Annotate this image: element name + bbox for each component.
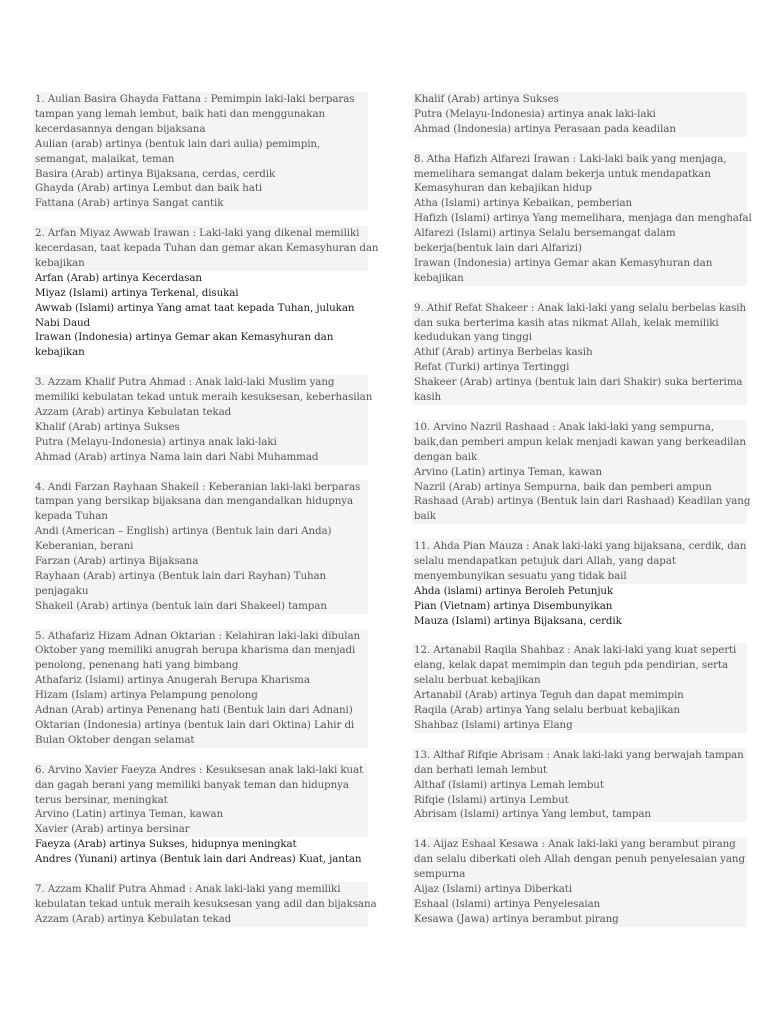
text-line: memiliki kebulatan tekad untuk meraih kesuksesan, keberhasilan (35, 391, 373, 404)
text-line: 4. Andi Farzan Rayhaan Shakeil : Keberanian laki-laki berparas (33, 480, 368, 495)
left-column (33, 92, 379, 927)
paragraph-spacer (33, 465, 368, 480)
text-line: Arvino (Latin) artinya Teman, kawan (412, 465, 747, 480)
text-line: 6. Arvino Xavier Faeyza Andres : Kesuksesan anak laki-laki kuat (33, 763, 368, 778)
text-line: 5. Athafariz Hizam Adnan Oktarian : Kelahiran laki-laki dibulan (33, 629, 368, 644)
text-line: Shahbaz (Islami) artinya Elang (412, 718, 747, 733)
text-line: baik (412, 509, 747, 524)
text-line: Kesawa (Jawa) artinya berambut pirang (412, 912, 747, 927)
text-line: bekerja(bentuk lain dari Alfarizi) (412, 241, 747, 256)
text-line: Rayhaan (Arab) artinya (Bentuk lain dari Rayhan) Tuhan (33, 569, 368, 584)
paragraph-spacer (33, 211, 368, 226)
text-line: Eshaal (Islami) artinya Penyelesaian (412, 897, 747, 912)
paragraph-spacer (412, 524, 747, 539)
text-line: Althaf (Islami) artinya Lemah lembut (412, 778, 747, 793)
text-line: memelihara semangat dalam bekerja untuk mendapatkan (412, 167, 747, 182)
text-line: Awwab (Islami) artinya Yang amat taat kepada Tuhan, julukan (33, 301, 368, 316)
paragraph-spacer (33, 614, 368, 629)
text-line: dan selalu diberkati oleh Allah dengan penuh penyelesaian yang (412, 852, 747, 867)
text-line: 2. Arfan Miyaz Awwab Irawan : Laki-laki yang dikenal memiliki (33, 226, 368, 241)
text-line: Khalif (Arab) artinya Sukses (33, 420, 368, 435)
text-line: kedudukan yang tinggi (412, 330, 747, 345)
text-line: Azzam (Arab) artinya Kebulatan tekad (33, 405, 368, 420)
text-line: 12. Artanabil Raqila Shahbaz : Anak laki-laki yang kuat seperti (412, 643, 747, 658)
text-line: selalu berbuat kebajikan (412, 673, 747, 688)
paragraph-spacer (412, 822, 747, 837)
paragraph-spacer (33, 360, 368, 375)
paragraph-spacer (412, 629, 747, 644)
text-line: Shakeer (Arab) artinya (bentuk lain dari Shakir) suka berterima (412, 375, 747, 390)
text-line: 3. Azzam Khalif Putra Ahmad : Anak laki-laki Muslim yang (33, 375, 368, 390)
paragraph-spacer (412, 405, 747, 420)
text-line: Mauza (Islami) artinya Bijaksana, cerdik (412, 614, 747, 629)
text-line: Irawan (Indonesia) artinya Gemar akan Kemasyhuran dan (33, 330, 368, 345)
text-line: Aulian (arab) artinya (bentuk lain dari aulia) pemimpin, (33, 137, 368, 152)
text-line: tampan yang lemah lembut, baik hati dan menggunakan (33, 107, 368, 122)
text-line: 11. Ahda Pian Mauza : Anak laki-laki yang bijaksana, cerdik, dan (414, 540, 747, 553)
text-line: 1. Aulian Basira Ghayda Fattana : Pemimpin laki-laki berparas (33, 92, 368, 107)
text-line: 7. Azzam Khalif Putra Ahmad : Anak laki-laki yang memiliki (33, 882, 368, 897)
text-line: Hafizh (Islami) artinya Yang memelihara, menjaga dan menghafal (414, 212, 752, 225)
text-line: kecerdasan, taat kepada Tuhan dan gemar akan Kemasyhuran dan (35, 242, 379, 255)
text-line: Ahmad (Arab) artinya Nama lain dari Nabi Muhammad (33, 450, 368, 465)
text-line: Ghayda (Arab) artinya Lembut dan baik hati (33, 181, 368, 196)
text-line: Xavier (Arab) artinya bersinar (33, 822, 368, 837)
text-line: Fattana (Arab) artinya Sangat cantik (33, 196, 368, 211)
text-line: Arfan (Arab) artinya Kecerdasan (33, 271, 368, 286)
text-line: Athif (Arab) artinya Berbelas kasih (412, 345, 747, 360)
text-line: 13. Althaf Rifqie Abrisam : Anak laki-laki yang berwajah tampan (412, 748, 747, 763)
text-line: Atha (Islami) artinya Kebaikan, pemberian (412, 196, 747, 211)
text-line: penolong, penenang hati yang bimbang (33, 658, 368, 673)
text-line: Abrisam (Islami) artinya Yang lembut, tampan (412, 807, 747, 822)
text-line: 14. Aijaz Eshaal Kesawa : Anak laki-laki yang berambut pirang (412, 837, 747, 852)
text-line: Rashaad (Arab) artinya (Bentuk lain dari Rashaad) Keadilan yang (414, 495, 751, 508)
text-line: kebajikan (33, 256, 368, 271)
text-line: Aijaz (Islami) artinya Diberkati (412, 882, 747, 897)
text-line: terus bersinar, meningkat (33, 793, 368, 808)
text-line: selalu mendapatkan petujuk dari Allah, yang dapat (412, 554, 747, 569)
text-line: Refat (Turki) artinya Tertinggi (412, 360, 747, 375)
text-line: dan gagah berani yang memiliki banyak teman dan hidupnya (33, 778, 368, 793)
text-line: kepada Tuhan (33, 509, 368, 524)
paragraph-spacer (412, 286, 747, 301)
text-line: Miyaz (Islami) artinya Terkenal, disukai (33, 286, 368, 301)
text-line: Andi (American – English) artinya (Bentuk lain dari Anda) (33, 524, 368, 539)
text-line: Nabi Daud (33, 316, 368, 331)
text-line: elang, kelak dapat memimpin dan teguh pda pendirian, serta (412, 658, 747, 673)
text-line: Rifqie (Islami) artinya Lembut (412, 793, 747, 808)
text-line: Andres (Yunani) artinya (Bentuk lain dari Andreas) Kuat, jantan (33, 852, 368, 867)
text-line: 8. Atha Hafizh Alfarezi Irawan : Laki-laki baik yang menjaga, (412, 152, 747, 167)
text-line: kebulatan tekad untuk meraih kesuksesan yang adil dan bijaksana (35, 897, 377, 910)
text-line: Keberanian, berani (33, 539, 368, 554)
text-line: Alfarezi (Islami) artinya Selalu bersemangat dalam (412, 226, 747, 241)
text-line: Pian (Vietnam) artinya Disembunyikan (412, 599, 747, 614)
text-line: 10. Arvino Nazril Rashaad : Anak laki-laki yang sempurna, (412, 420, 747, 435)
text-line: Hizam (Islam) artinya Pelampung penolong (33, 688, 368, 703)
text-line: Khalif (Arab) artinya Sukses (412, 92, 747, 107)
text-line: Shakeil (Arab) artinya (bentuk lain dari Shakeel) tampan (33, 599, 368, 614)
text-line: Ahda (islami) artinya Beroleh Petunjuk (412, 584, 747, 599)
text-line: Putra (Melayu-Indonesia) artinya anak laki-laki (412, 107, 747, 122)
text-line: dan suka berterima kasih atas nikmat Allah, kelak memiliki (412, 316, 747, 331)
text-line: Bulan Oktober dengan selamat (33, 733, 368, 748)
text-line: menyembunyikan sesuatu yang tidak bail (412, 569, 747, 584)
text-line: kebajikan (412, 271, 747, 286)
paragraph-spacer (412, 733, 747, 748)
text-line: semangat, malaikat, teman (33, 152, 368, 167)
text-line: Nazril (Arab) artinya Sempurna, baik dan pemberi ampun (412, 480, 747, 495)
text-line: Faeyza (Arab) artinya Sukses, hidupnya meningkat (33, 837, 368, 852)
text-line: Azzam (Arab) artinya Kebulatan tekad (33, 912, 368, 927)
text-line: penjagaku (33, 584, 368, 599)
paragraph-spacer (412, 137, 747, 152)
text-line: Raqila (Arab) artinya Yang selalu berbuat kebajikan (412, 703, 747, 718)
text-line: Artanabil (Arab) artinya Teguh dan dapat memimpin (412, 688, 747, 703)
paragraph-spacer (33, 748, 368, 763)
text-line: tampan yang bersikap bijaksana dan mengandalkan hidupnya (33, 494, 368, 509)
text-line: Basira (Arab) artinya Bijaksana, cerdas, cerdik (33, 167, 368, 182)
text-line: Farzan (Arab) artinya Bijaksana (33, 554, 368, 569)
text-line: Ahmad (Indonesia) artinya Perasaan pada keadilan (412, 122, 747, 137)
text-line: kasih (412, 390, 747, 405)
text-line: kebajikan (33, 345, 368, 360)
text-line: sempurna (412, 867, 747, 882)
right-column (412, 92, 752, 927)
text-line: dan berhati lemah lembut (412, 763, 747, 778)
text-line: Irawan (Indonesia) artinya Gemar akan Kemasyhuran dan (412, 256, 747, 271)
text-line: Athafariz (Islami) artinya Anugerah Berupa Kharisma (33, 673, 368, 688)
text-line: Oktarian (Indonesia) artinya (bentuk lain dari Oktina) Lahir di (33, 718, 368, 733)
text-line: Putra (Melayu-Indonesia) artinya anak laki-laki (33, 435, 368, 450)
text-line: Oktober yang memiliki anugrah berupa kharisma dan menjadi (33, 643, 368, 658)
text-line: Adnan (Arab) artinya Penenang hati (Bentuk lain dari Adnani) (33, 703, 368, 718)
paragraph-spacer (33, 867, 368, 882)
text-line: kecerdasannya dengan bijaksana (33, 122, 368, 137)
text-line: Arvino (Latin) artinya Teman, kawan (33, 807, 368, 822)
text-line: dengan baik (412, 450, 747, 465)
text-line: baik,dan pemberi ampun kelak menjadi kawan yang berkeadilan (414, 435, 746, 448)
text-line: 9. Athif Refat Shakeer : Anak laki-laki yang selalu berbelas kasih (414, 301, 747, 314)
text-line: Kemasyhuran dan kebajikan hidup (412, 181, 747, 196)
